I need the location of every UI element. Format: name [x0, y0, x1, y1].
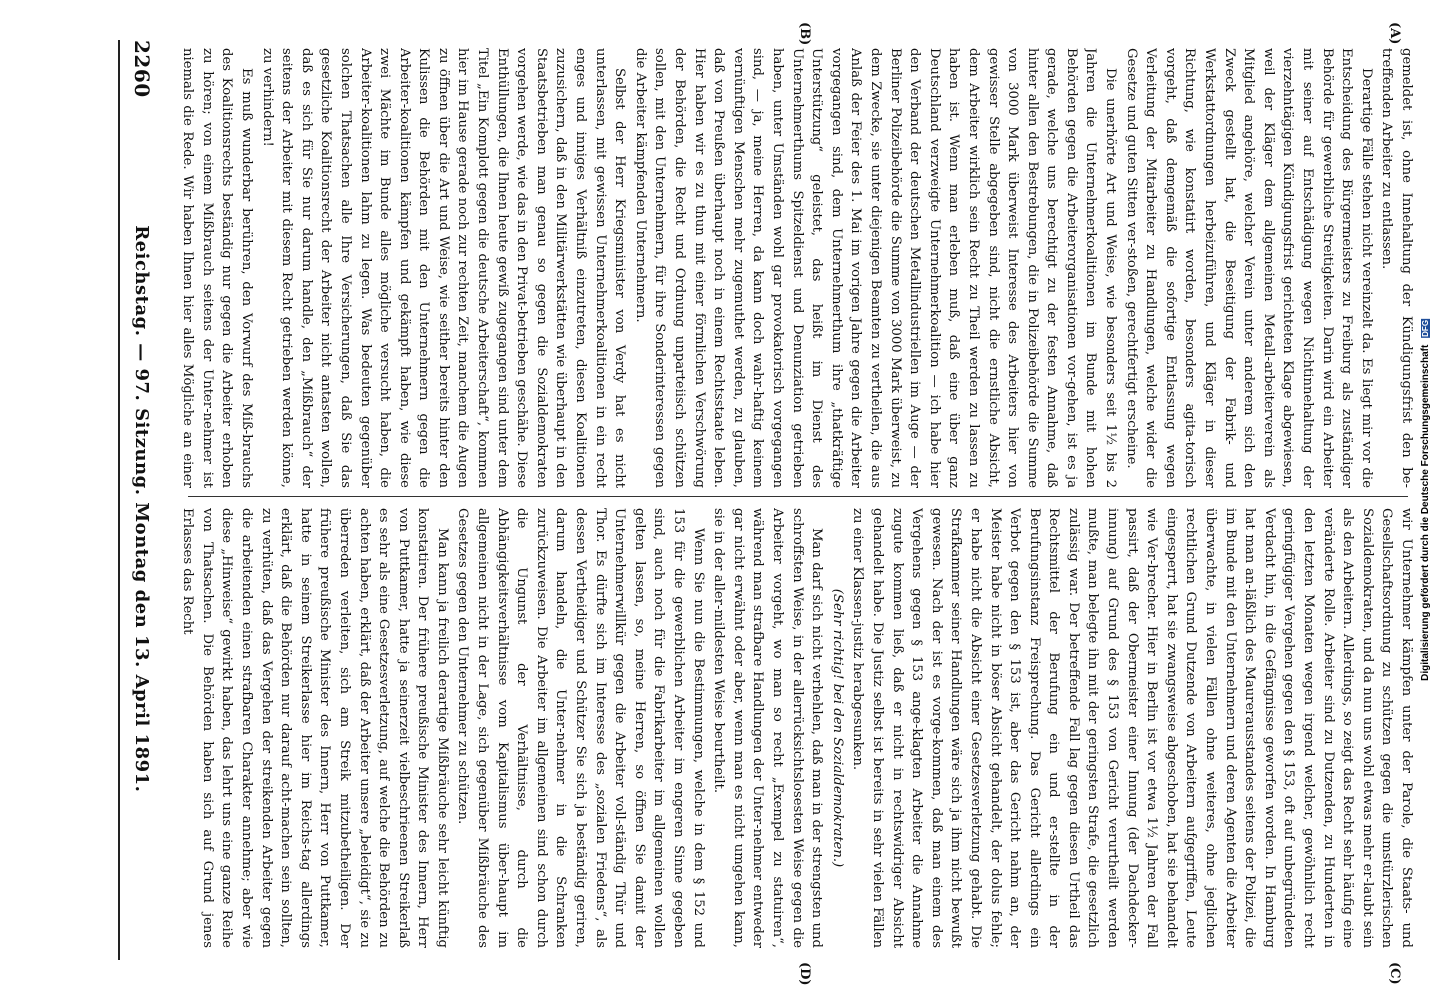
margin-marker-d: (D)	[797, 962, 812, 986]
margin-marker-c: (C)	[1387, 962, 1402, 985]
paragraph: Man kann ja freilich derartige Mißbräuche sehr leicht künftig konstatiren. Der frühere preußische Minister des Innern, Herr von Puttkamer, hatte ja seinerzeit vielbeschrieenen Streikerlaß es sehr als eine Gesetzesverletzung, auf welche die Behörden zu achten haben, erklärt, daß der Arbeiter unsere „beleidigt“, sie zu überreden verleiten, sich am Streik mitzubetheiligen. Der frühere preußische Minister des Innern, Herr von Puttkamer, hatte in seinem Streikerlasse hier im Reichs-tag allerdings erklärt, daß die Behörden nur darauf acht-machen sein sollten, zu verhüten, daß das Vergehen der streikenden Arbeiter gegen die arbeitenden einen strafbaren Charakter annehme; aber wie diese „Hinweise“ gewirkt haben, das lehrt uns eine ganze Reihe von Thatsachen. Die Behörden haben sich auf Grund jenes Erlasses das Recht	[180, 508, 450, 948]
paragraph: gemeldet ist, ohne Innehaltung der Kündigungsfrist den be-treffenden Arbeiter zu entlassen.	[1379, 48, 1414, 488]
paragraph: Wenn Sie nun die Bestimmungen, welche in dem § 152 und 153 für die gewerblichen Arbeiter im engeren Sinne gegeben sind, auch noch für die Fabrikarbeiter im allgemeinen wollen gelten lassen, so, meine Herren, so öffnen Sie damit der Unternehmerwillkür gegen die Arbeiter voll-ständig Thür und Thor. Es dürfte sich im Interesse des „sozialen Friedens“, als dessen Vertheidiger und Schützer Sie sich ja beständig geriren, darum handeln, die Unter-nehmer in die Schranken zurückzuweisen. Die Arbeiter im allgemeinen sind schon durch die Ungunst der Verhältnisse, durch die Abhängigkeitsverhältnisse vom Kapitalismus über-haupt im allgemeinen nicht in der Lage, sich gegenüber Mißbräuche des Gesetzes gegen den Unternehmer zu schützen.	[455, 508, 706, 948]
page-number: 2260	[130, 40, 154, 98]
column-divider	[188, 496, 1408, 497]
paragraph: Selbst der Herr Kriegsminister von Verdy hat es nicht unterlassen, mit gewissen Unternehmerkoalitionen in ein recht enges und inniges Verhältniß einzutreten, diesen Koalitionen zuzusichern, daß in den Militärwerkstätten wie überhaupt in den Staatsbetrieben man genau so gegen die Sozialdemokraten vorgehen werde, wie das in den Privat-betrieben geschähe. Diese Enthüllungen, die Ihnen heute gewiß zugegangen sind unter dem Titel „Ein Komplott gegen die deutsche Arbeiterschaft“, kommen hier im Hause gerade noch zur rechten Zeit, manchem die Augen zu öffnen über die Art und Weise, wie seither bereits hinter den Kulissen die Behörden mit den Unternehmern gegen die Arbeiter-koalitionen kämpfen und gekämpft haben, wie diese zwei Mächte im Bunde alles mögliche versucht haben, die Arbeiter-koalitionen lahm zu legen. Was bedeuten gegenüber solchen Thatsachen alle Ihre Versicherungen, daß Sie das gesetzliche Koalitionsrecht der Arbeiter nicht antasten wollen, daß es sich für Sie nur darum handle, den „Mißbrauch“ der seitens der Arbeiter mit diesem Recht getrieben werden könne, zu verhindern!	[259, 48, 628, 488]
paragraph: Es muß wunderbar berühren, den Vorwurf des Miß-brauchs des Koalitionsrechts beständig nur gegen die Arbeiter erhoben zu hören; von einem Mißbrauch seitens der Unter-nehmer ist niemals die Rede. Wir haben Ihnen hier alles Mögliche an einer	[180, 48, 254, 488]
page-header	[122, 40, 162, 960]
paragraph: wir Unternehmer kämpfen unter der Parole, die Staats- und Gesellschaftsordnung zu schützen gegen die umstürzlerischen Sozialdemokraten, und da nun uns wohl etwas mehr er-laubt sein als den Arbeitern. Allerdings, so zeigt das Recht sehr häufig eine veränderte Rolle. Arbeiter sind zu Dutzenden, zu Hunderten in den letzten Monaten wegen irgend welcher, gewöhnlich recht geringfügiger Vergehen gegen den § 153, oft auf unbegründeten Verdacht hin, in die Gefängnisse geworfen worden. In Hamburg hat man an-läßlich des Maurerausstandes seitens der Polizei, die im Bunde mit den Unternehmern und deren Agenten die Arbeiter überwachte, in vielen Fällen ohne weiteres, ohne jeglichen rechtlichen Grund Dutzende von Arbeitern aufgegriffen, Leute eingesperrt, hat sie zwangsweise abgeschoben, hat sie behandelt wie Ver-brecher. Hier in Berlin ist vor etwa 1½ Jahren der Fall passirt, daß der Obermeister einer Innung (der Dachdecker-innung) auf Grund des § 153 von Gericht verurtheilt werden mußte, man belegte ihn mit der geringsten Strafe, die gesetzlich zulässig war. Der betreffende Fall lag gegen diesen Urtheil das Rechtsmittel der Berufung ein und er-stellte in der Berufungsinstanz Freisprechung. Das Gericht allerdings ein Verbot gegen den § 153 ist, aber das Gericht nahm an, der Meister habe nicht in böser Absicht gehandelt, der dolus fehle; er habe nicht die Absicht einer Gesetzesverletzung gehabt. Die Strafkammer seiner Handlungen wäre sich ja ihm nicht bewußt gewesen. Nach der ist es vorge-kommen, daß man einem des Vergehens gegen § 153 ange-klagten Arbeiter die Annahme zugute kommen ließ, daß er nicht in rechtswidriger Absicht gehandelt habe. Die Justiz selbst ist bereits in sehr vielen Fällen zu einer Klassen-justiz herabgesunken.	[850, 508, 1414, 948]
right-column	[176, 508, 1416, 948]
margin-marker-a: (A)	[1387, 22, 1402, 45]
header-rule	[118, 40, 120, 960]
paragraph: Derartige Fälle stehen nicht vereinzelt da. Es liegt mir vor die Entscheidung des Bürgermeisters zu Freiburg als zuständiger Behörde für gewerbliche Streitigkeiten. Darin wird ein Arbeiter mit seiner auf Entschädigung wegen Nichtinnehaltung der vierzehntägigen Kündigungsfrist gerichteten Klage abgewiesen, weil der Kläger dem allgemeinen Metall-arbeiterverein als Mitglied angehöre, welcher Verein unter anderem sich den Zweck gestellt hat, die Beseitigung der Fabrik- und Werkstattordnungen herbeizuführen, und Kläger in dieser Richtung, wie konstatirt worden, besonders agita-torisch vorgeht, daß demgemäß die sofortige Entlassung wegen Verleitung der Mitarbeiter zu Handlungen, welche wider die Gesetze und guten Sitten ver-stoßen, gerechtfertigt erscheine.	[1123, 48, 1374, 488]
dfg-logo: DFG	[1420, 320, 1430, 337]
margin-marker-b: (B)	[797, 22, 812, 46]
left-column	[176, 48, 1416, 488]
paragraph: Man darf sich nicht verhehlen, daß man in der strengsten und schroffsten Weise, in der allerrücksichtslosesten Weise gegen die Arbeiter vorgeht, wo man so recht „Exempel zu statuiren“, während man strafbare Handlungen der Unter-nehmer entweder gar nicht erwähnt oder aber, wenn man es nicht umgehen kann, sie in der aller-mildesten Weise beurtheilt.	[711, 508, 825, 948]
paragraph: Die unerhörte Art und Weise, wie besonders seit 1½ bis 2 Jahren die Unternehmerkoalitionen im Bunde mit hohen Behörden gegen die Arbeiterorganisationen vor-gehen, ist es ja gerade, welche uns berechtigt zu der festen Annahme, daß hinter allen den Bestrebungen, die in Polizeibehörde die Summe von 3000 Mark überweist Interesse des Arbeiters hier von gewisser Stelle abgegeben sind, nicht die ernstliche Absicht, dem Arbeiter wirklich sein Recht zu Theil werden zu lassen zu haben ist. Wenn man erleben muß, daß eine über ganz Deutschland verzweigte Unternehmerkoalition — ich habe hier den Verband der deutschen Metallindustriellen im Auge — der Berliner Polizeibehörde die Summe von 3000 Mark überweist, zu dem Zwecke, sie unter diejenigen Beamten zu vertheilen, die aus Anlaß der Feier des 1. Mai im vorigen Jahre gegen die Arbeiter vorgegangen sind, dem Unternehmerthum ihre „thatkräftige Unterstützung“ geleistet, das heißt im Dienst des Unternehmerthums Spitzeldienst und Denunziation getrieben haben, unter Umständen wohl gar provokatorisch vorgegangen sind, — ja, meine Herren, da kann doch wahr-haftig keinem vernünftigen Menschen mehr zugemuthet werden, zu glauben, daß von Preußen überhaupt noch in einem Rechtsstaate leben. Hier haben wir es zu thun mit einer förmlichen Verschwörung der Behörden, die Recht und Ordnung unparteiisch schützen sollen, mit den Unternehmern, für ihre Sonderinteressen gegen die Arbeiter kämpfenden Unternehmern.	[632, 48, 1119, 488]
page-title: Reichstag. — 97. Sitzung. Montag den 13. April 1891.	[131, 225, 153, 793]
digitization-credit: Digitalisierung gefördert durch die Deutsche Forschungsgemeinschaft	[1419, 344, 1431, 681]
footer	[1418, 0, 1432, 1000]
interjection: (Sehr richtig! bei den Sozialdemokraten.)	[829, 588, 845, 868]
